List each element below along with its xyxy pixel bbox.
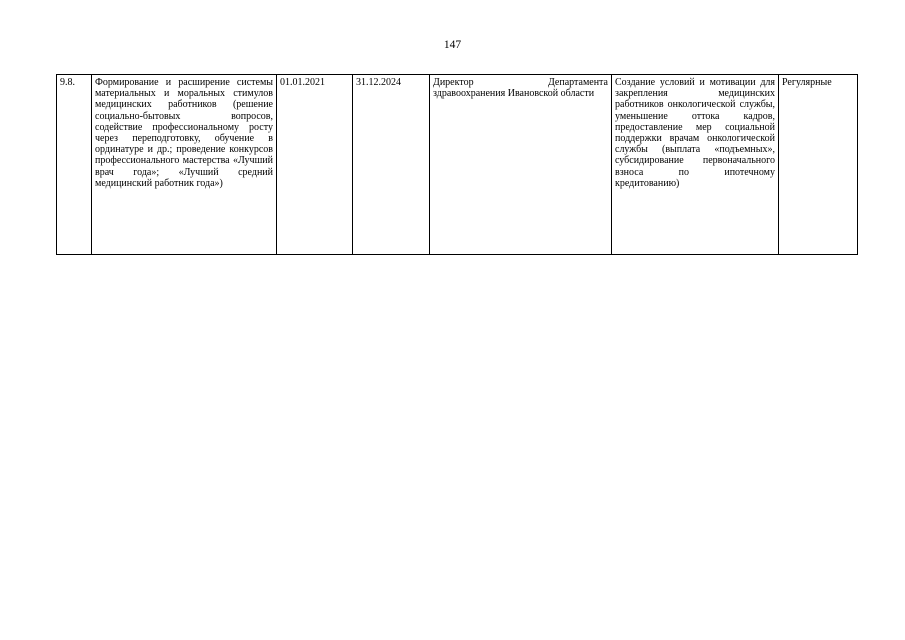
cell-type: Регулярные [779, 75, 858, 255]
cell-number: 9.8. [57, 75, 92, 255]
activities-table [56, 74, 858, 255]
page-number: 147 [443, 39, 462, 51]
cell-end-date: 31.12.2024 [353, 75, 430, 255]
cell-result: Создание условий и мотивации для закрепления медицинских работников онкологической службы, уменьшение оттока кадров, предоставление мер социальной поддержки врачам онкологической службы (выплата «подъемных», субсидирование первоначального взноса по ипотечному кредитованию) [612, 75, 779, 255]
cell-measure: Формирование и расширение системы материальных и моральных стимулов медицинских работников (решение социально-бытовых вопросов, содействие профессиональному росту через переподготовку, обучение в ординатуре и др.; проведение конкурсов профессионального мастерства «Лучший врач года»; «Лучший средний медицинский работник года») [92, 75, 277, 255]
table-row [57, 75, 858, 255]
cell-start-date: 01.01.2021 [277, 75, 353, 255]
cell-responsible: Директор Департамента здравоохранения Ивановской области [430, 75, 612, 255]
